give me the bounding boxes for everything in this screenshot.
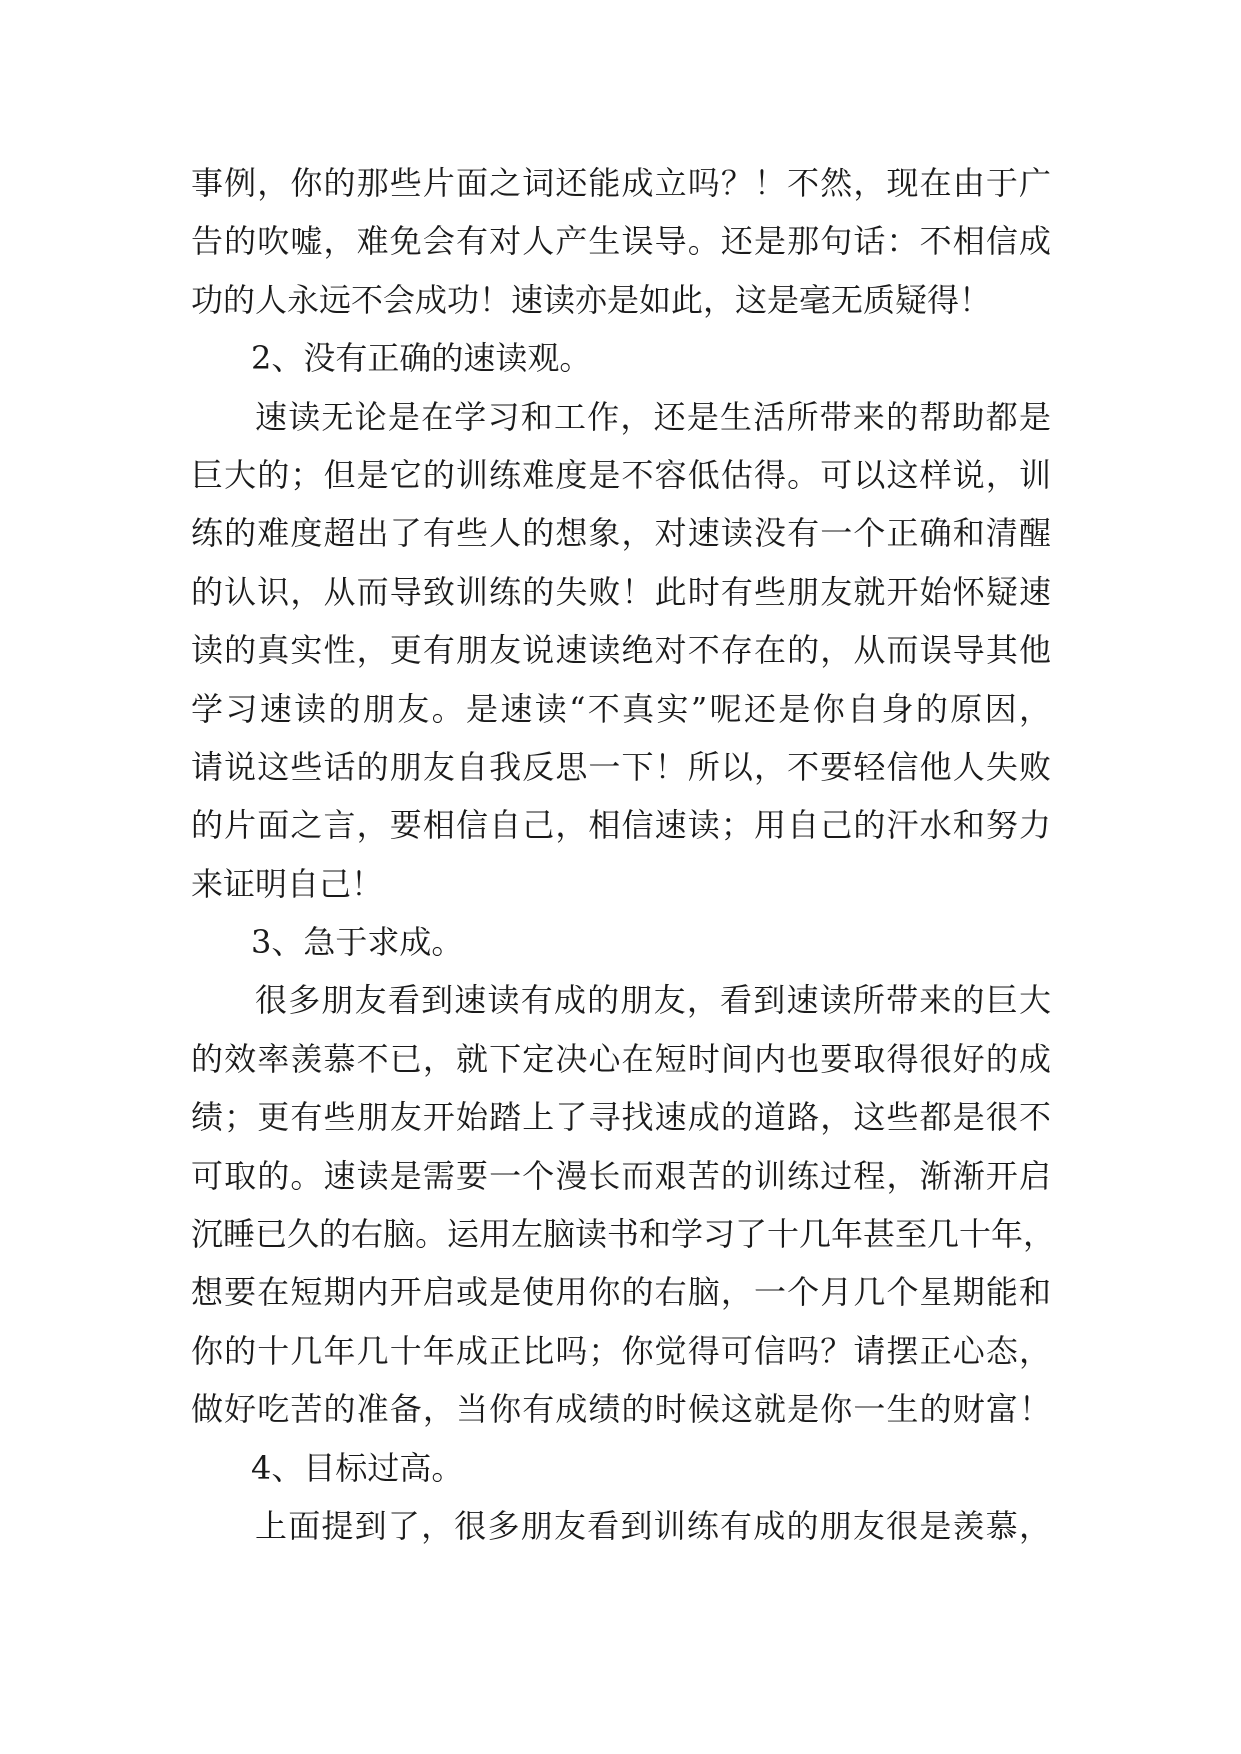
paragraph-line: 想要在短期内开启或是使用你的右脑，一个月几个星期能和 xyxy=(191,1273,1051,1312)
paragraph-line: 绩；更有些朋友开始踏上了寻找速成的道路，这些都是很不 xyxy=(191,1098,1051,1137)
paragraph-line: 速读无论是在学习和工作，还是生活所带来的帮助都是 xyxy=(255,397,1051,436)
document-body xyxy=(191,154,1056,1555)
paragraph-line: 的效率羡慕不已，就下定决心在短时间内也要取得很好的成 xyxy=(191,1039,1051,1078)
paragraph-line: 学习速读的朋友。是速读“不真实”呢还是你自身的原因， xyxy=(191,689,1051,728)
paragraph-line: 功的人永远不会成功！速读亦是如此，这是毫无质疑得！ xyxy=(191,280,992,319)
paragraph-line: 读的真实性，更有朋友说速读绝对不存在的，从而误导其他 xyxy=(191,631,1051,670)
paragraph-line: 巨大的；但是它的训练难度是不容低估得。可以这样说，训 xyxy=(191,455,1051,494)
paragraph-line: 告的吹嘘，难免会有对人产生误导。还是那句话：不相信成 xyxy=(191,222,1051,261)
paragraph-line: 请说这些话的朋友自我反思一下！所以，不要轻信他人失败 xyxy=(191,747,1051,786)
paragraph-line: 很多朋友看到速读有成的朋友，看到速读所带来的巨大 xyxy=(255,981,1051,1020)
paragraph-line: 上面提到了，很多朋友看到训练有成的朋友很是羡慕， xyxy=(255,1506,1051,1545)
section-heading-line: 3、急于求成。 xyxy=(251,923,464,962)
paragraph-line: 你的十几年几十年成正比吗；你觉得可信吗？请摆正心态， xyxy=(191,1331,1051,1370)
paragraph-line: 练的难度超出了有些人的想象，对速读没有一个正确和清醒 xyxy=(191,514,1051,553)
section-heading-line: 4、目标过高。 xyxy=(251,1448,464,1487)
paragraph-line: 事例，你的那些片面之词还能成立吗？！不然，现在由于广 xyxy=(191,164,1051,202)
section-heading-line: 2、没有正确的速读观。 xyxy=(251,339,592,378)
paragraph-line: 的认识，从而导致训练的失败！此时有些朋友就开始怀疑速 xyxy=(191,572,1051,611)
paragraph-line: 来证明自己！ xyxy=(191,864,384,903)
paragraph-line: 可取的。速读是需要一个漫长而艰苦的训练过程，渐渐开启 xyxy=(191,1156,1051,1195)
paragraph-line: 沉睡已久的右脑。运用左脑读书和学习了十几年甚至几十年， xyxy=(191,1215,1056,1254)
paragraph-line: 做好吃苦的准备，当你有成绩的时候这就是你一生的财富！ xyxy=(191,1390,1051,1429)
paragraph-line: 的片面之言，要相信自己，相信速读；用自己的汗水和努力 xyxy=(191,806,1051,845)
